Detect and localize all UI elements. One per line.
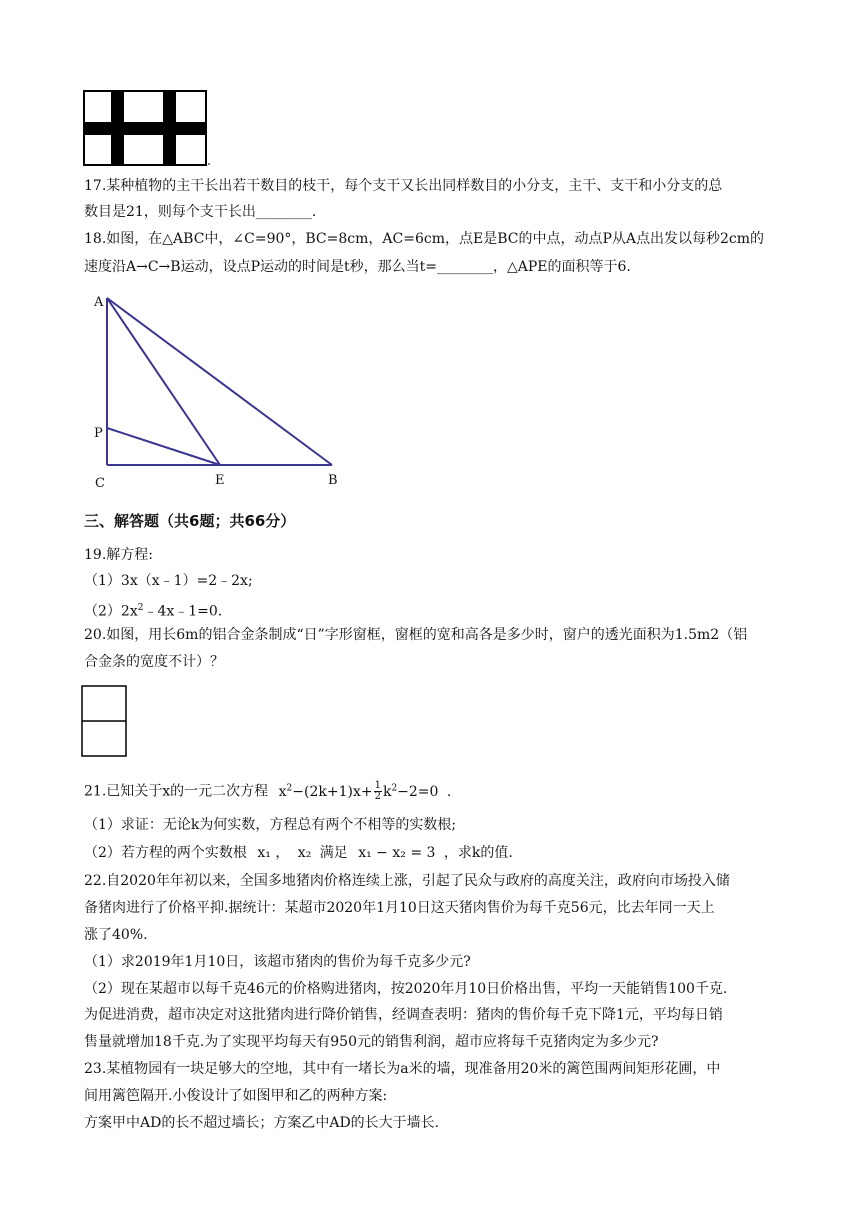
label-b: B: [328, 473, 338, 488]
q21-stem: [84, 778, 451, 802]
label-e: E: [215, 473, 225, 488]
q21-part-2: [84, 843, 513, 863]
q23-line-2: 间用篱笆隔开.小俊设计了如图甲和乙的两种方案:: [84, 1088, 388, 1104]
q17-line-2: 数目是21，则每个支干长出________.: [84, 204, 317, 220]
label-a: A: [94, 295, 104, 310]
q21-separator: ，: [275, 845, 290, 861]
q20-window-frame-figure: [81, 685, 129, 759]
q21-eq-a: x: [278, 783, 287, 800]
q21-part-2-suffix: ，求k的值.: [443, 845, 513, 861]
q21-stem-prefix: 21.已知关于x的一元二次方程: [84, 783, 269, 800]
q20-line-1: 20.如图，用长6m的铝合金条制成“日”字形窗框，窗框的宽和高各是多少时，窗户的透光面积为1.5m2（铝: [84, 627, 748, 643]
q21-part-2-prefix: （2）若方程的两个实数根: [84, 845, 247, 861]
q21-frac-num: 1: [374, 780, 381, 792]
q21-eq-sup: 2: [286, 783, 293, 793]
q22-line-2: 备猪肉进行了价格平抑.据统计：某超市2020年1月10日这天猪肉售价为每千克56元，比去年同一天上: [84, 900, 715, 916]
q21-equation: [278, 780, 439, 803]
segment-pe: [107, 428, 220, 465]
q21-root-2: x₂: [297, 845, 312, 861]
q21-eq-d: −2=0: [397, 783, 439, 800]
q22-part-1: （1）求2019年1月10日，该超市猪肉的售价为每千克多少元?: [84, 954, 471, 970]
q22-line-1: 22.自2020年年初以来，全国多地猪肉价格连续上涨，引起了民众与政府的高度关注，政府向市场投入储: [84, 873, 730, 889]
q19-part-2-a: （2）2x: [84, 603, 138, 620]
q21-fraction: [374, 781, 382, 802]
q21-stem-suffix: .: [446, 783, 452, 800]
q22-line-3: 涨了40%.: [84, 927, 148, 943]
q21-eq-c: k: [382, 783, 392, 800]
q21-eq-b: −(2k+1)x+: [292, 783, 373, 800]
q22-part-2-line-3: 售量就增加18千克.为了实现平均每天有950元的销售利润，超市应将每千克猪肉定为多少元?: [84, 1034, 659, 1050]
q21-condition-word: 满足: [319, 845, 348, 861]
q18-triangle-figure: [88, 288, 358, 493]
q21-condition: x₁ − x₂ = 3: [358, 845, 436, 861]
section-3-heading: 三、解答题（共6题；共66分）: [84, 512, 296, 530]
q22-part-2-line-1: （2）现在某超市以每千克46元的价格购进猪肉，按2020年月10日价格出售，平均一天能销售100千克.: [84, 981, 728, 997]
q21-frac-den: 2: [374, 791, 381, 803]
q21-eq-c-sup: 2: [391, 783, 398, 793]
q23-line-1: 23.某植物园有一块足够大的空地，其中有一堵长为a米的墙，现准备用20米的篱笆围两间矩形花圃，中: [84, 1061, 721, 1077]
q17-line-1: 17.某种植物的主干长出若干数目的枝干，每个支干又长出同样数目的小分支，主干、支干和小分支的总: [84, 178, 723, 194]
label-p: P: [94, 426, 103, 441]
q22-part-2-line-2: 为促进消费，超市决定对这批猪肉进行降价销售，经调查表明：猪肉的售价每千克下降1元，平均每日销: [84, 1007, 723, 1023]
label-c: C: [95, 476, 105, 491]
q16-cross-pattern-figure: [83, 90, 213, 168]
q19-part-1: （1）3x（x﹣1）=2﹣2x;: [84, 573, 253, 589]
q21-root-1: x₁: [257, 845, 271, 861]
q19-part-2-b: ﹣4x﹣1=0.: [143, 603, 223, 620]
q19-part-2-sup: 2: [137, 603, 144, 613]
q19-title: 19.解方程:: [84, 547, 153, 563]
q19-part-2: [84, 598, 222, 622]
q23-line-3: 方案甲中AD的长不超过墙长；方案乙中AD的长大于墙长.: [84, 1115, 440, 1131]
q21-part-1: （1）求证：无论k为何实数，方程总有两个不相等的实数根;: [84, 817, 457, 833]
q18-line-1: 18.如图，在△ABC中，∠C=90°，BC=8cm，AC=6cm，点E是BC的中点，动点P从A点出发以每秒2cm的: [84, 231, 765, 247]
segment-ae: [107, 298, 220, 465]
q20-line-2: 合金条的宽度不计）？: [84, 654, 224, 670]
q18-line-2: 速度沿A→C→B运动，设点P运动的时间是t秒，那么当t=________，△APE的面积等于6.: [84, 259, 631, 275]
